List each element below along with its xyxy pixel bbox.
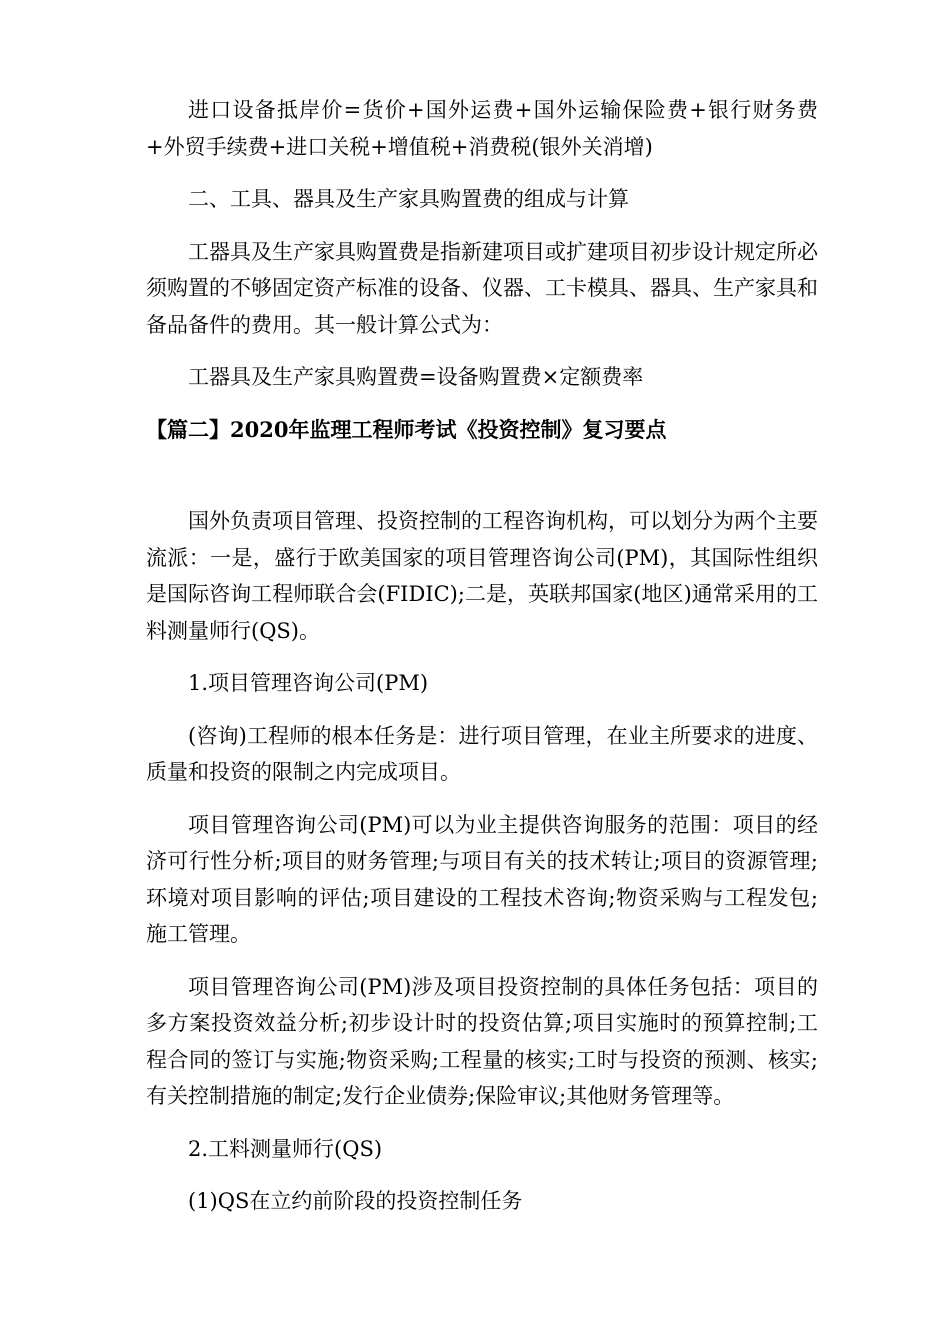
paragraph-consulting-schools: 国外负责项目管理、投资控制的工程咨询机构，可以划分为两个主要流派：一是，盛行于欧美国家的项目管理咨询公司(PM)，其国际性组织是国际咨询工程师联合会(FIDIC);二是，英联邦国家(地区)通常采用的工料测量师行(QS)。	[146, 509, 818, 643]
paragraph-qs-pre-contract: (1)QS在立约前阶段的投资控制任务	[188, 1189, 523, 1213]
paragraph-pm-heading: 1.项目管理咨询公司(PM)	[188, 671, 429, 695]
paragraph-tools-formula: 工器具及生产家具购置费=设备购置费×定额费率	[188, 365, 644, 389]
section-heading: 【篇二】2020年监理工程师考试《投资控制》复习要点	[146, 416, 667, 442]
document-body	[146, 92, 818, 1236]
paragraph-tools-definition: 工器具及生产家具购置费是指新建项目或扩建项目初步设计规定所必须购置的不够固定资产标准的设备、仪器、工卡模具、器具、生产家具和备品备件的费用。其一般计算公式为：	[146, 239, 818, 337]
paragraph-qs-heading: 2.工料测量师行(QS)	[188, 1136, 383, 1161]
paragraph-import-price-formula: 进口设备抵岸价=货价+国外运费+国外运输保险费+银行财务费+外贸手续费+进口关税+增值税+消费税(银外关消增)	[146, 98, 818, 159]
paragraph-pm-investment-tasks: 项目管理咨询公司(PM)涉及项目投资控制的具体任务包括：项目的多方案投资效益分析;初步设计时的投资估算;项目实施时的预算控制;工程合同的签订与实施;物资采购;工程量的核实;工时与投资的预测、核实;有关控制措施的制定;发行企业债券;保险审议;其他财务管理等。	[146, 974, 818, 1108]
paragraph-pm-service-scope: 项目管理咨询公司(PM)可以为业主提供咨询服务的范围：项目的经济可行性分析;项目的财务管理;与项目有关的技术转让;项目的资源管理;环境对项目影响的评估;项目建设的工程技术咨询;物资采购与工程发包;施工管理。	[146, 812, 818, 946]
paragraph-engineer-task: (咨询)工程师的根本任务是：进行项目管理，在业主所要求的进度、质量和投资的限制之内完成项目。	[146, 723, 818, 784]
paragraph-tools-section-title: 二、工具、器具及生产家具购置费的组成与计算	[188, 187, 629, 211]
